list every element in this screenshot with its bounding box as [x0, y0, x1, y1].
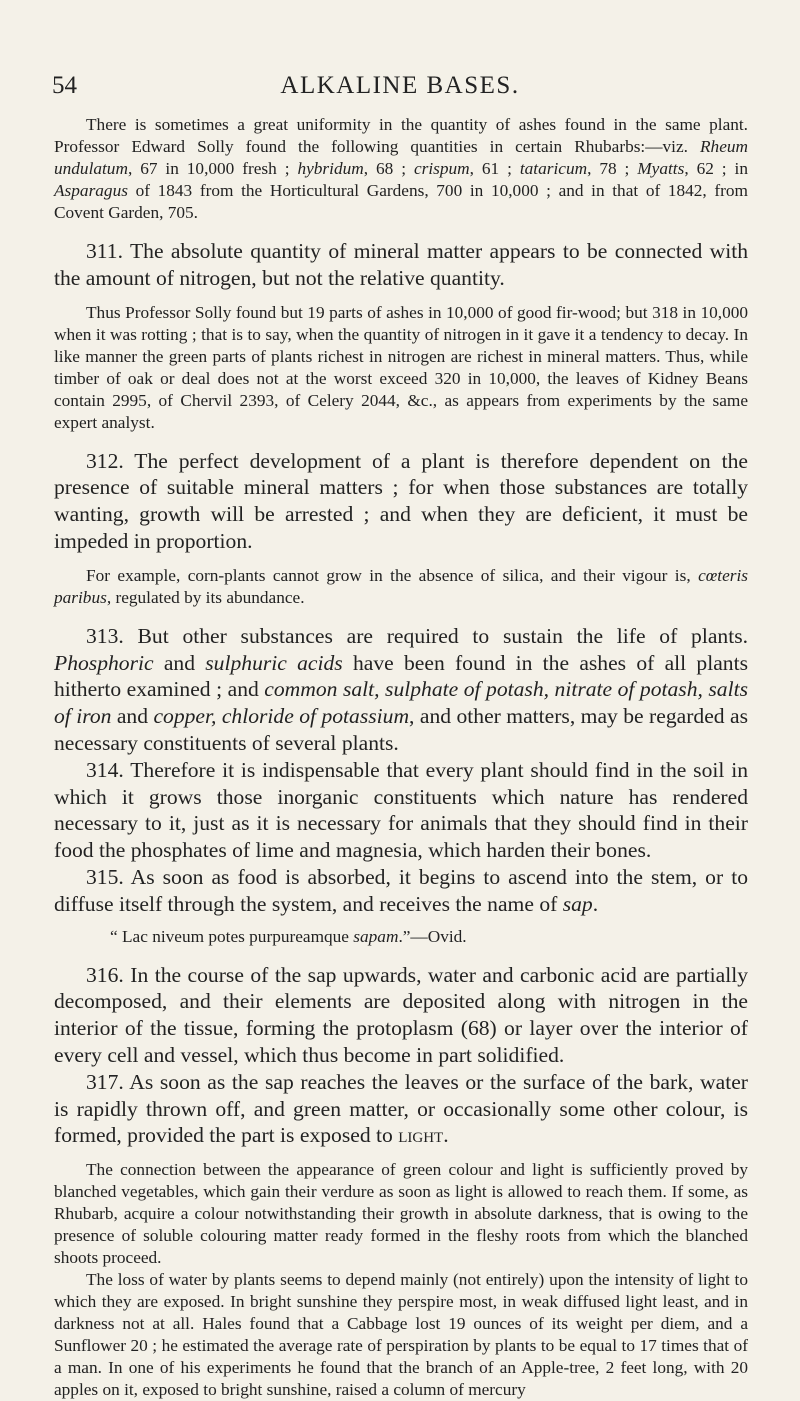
italic-run: sap: [562, 891, 593, 916]
paragraph-315: [54, 864, 748, 918]
italic-run: Rheum undulatum: [54, 137, 748, 178]
text-run: , 78 ;: [587, 159, 638, 178]
italic-run: hybridum: [297, 159, 364, 178]
text-run: .: [443, 1123, 449, 1148]
text-run: , and other matters, may be regarded as necessary constituents of several plants.: [54, 704, 748, 755]
text-run: , 62 ; in: [684, 159, 748, 178]
paragraph-rhubarb-ashes: [54, 114, 748, 224]
text-run: 314. Therefore it is indispensable that every plant should find in the soil in which it grows those inorganic constituents which nature has rendered necessary to it, just as it is necessary for animals that they should find in their food the phosphates of lime and magnesia, which harden their bones.: [54, 757, 748, 863]
paragraph-313: [54, 623, 748, 757]
text-run: , 67 in 10,000 fresh ;: [127, 159, 298, 178]
ovid-quotation: [54, 926, 748, 948]
italic-run: copper, chloride of potassium: [153, 704, 410, 729]
page-body: [54, 114, 748, 1401]
text-run: 316. In the course of the sap upwards, water and carbonic acid are partially decomposed, and their elements are deposited along with nitrogen in the interior of the tissue, forming the protoplasm (68) or layer over the interior of every cell and vessel, which thus become in part solidified.: [54, 962, 748, 1067]
text-run: There is sometimes a great uniformity in the quantity of ashes found in the same plant. Professor Edward Solly found the following quantities in certain Rhubarbs:—viz.: [54, 115, 748, 156]
text-run: .”—Ovid.: [398, 926, 467, 946]
italic-run: Myatts: [637, 159, 685, 178]
italic-run: sulphuric acids: [205, 650, 343, 675]
note-317-perspiration: [54, 1269, 748, 1401]
paragraph-317: [54, 1069, 748, 1149]
paragraph-314: [54, 757, 748, 864]
text-run: have been found in the ashes of all plants hitherto examined ; and: [54, 650, 749, 702]
text-run: The connection between the appearance of green colour and light is sufficiently proved by blanched vegetables, which gain their verdure as soon as light is allowed to reach them. If some, as Rhubarb, acquire a colour notwithstanding their growth in absolute darkness, that is owing to the presence of soluble colouring matter ready formed in the fleshy roots from which the blanched shoots proceed.: [54, 1160, 748, 1268]
running-title: ALKALINE BASES.: [280, 72, 520, 99]
italic-run: Asparagus: [54, 181, 128, 200]
text-run: Thus Professor Solly found but 19 parts of ashes in 10,000 of good fir-wood; but 318 in 10,000 when it was rotting ; that is to say, when the quantity of nitrogen in it gave it a tendency to decay. In like manner the green parts of plants richest in nitrogen are richest in mineral matters. Thus, while timber of oak or deal does not at the worst exceed 320 in 10,000, the leaves of Kidney Beans contain 2995, of Chervil 2393, of Celery 2044, &c., as appears from experiments by the same expert analyst.: [54, 302, 748, 432]
note-311: [54, 302, 748, 434]
text-run: , 61 ;: [469, 159, 520, 178]
page-header: [52, 64, 748, 108]
text-run: and: [111, 704, 154, 729]
text-run: light: [398, 1123, 444, 1148]
italic-run: cœteris paribus: [54, 565, 748, 607]
text-run: 313. But other substances are required to sustain the life of plants.: [86, 623, 748, 648]
text-run: 312. The perfect development of a plant is therefore dependent on the presence of suitable mineral matters ; for when those substances are totally wanting, growth will be arrested ; and when they are deficient, it must be impeded in proportion.: [54, 448, 748, 553]
text-run: of 1843 from the Horticultural Gardens, 700 in 10,000 ; and in that of 1842, from Covent Garden, 705.: [54, 181, 748, 222]
italic-run: tataricum: [519, 159, 588, 178]
note-317-green-colour: [54, 1159, 748, 1269]
italic-run: sapam: [353, 926, 399, 946]
text-run: 317. As soon as the sap reaches the leaves or the surface of the bark, water is rapidly thrown off, and green matter, or occasionally some other colour, is formed, provided the part is exposed to: [54, 1069, 748, 1148]
text-run: .: [592, 891, 599, 916]
page-number: 54: [52, 72, 77, 99]
text-run: The loss of water by plants seems to depend mainly (not entirely) upon the intensity of light to which they are exposed. In bright sunshine they perspire most, in weak diffused light least, and in darkness not at all. Hales found that a Cabbage lost 19 ounces of its weight per diem, and a Sunflower 20 ; he estimated the average rate of perspiration by plants to be equal to 17 times that of a man. In one of his experiments he found that the branch of an Apple-tree, 2 feet long, with 20 apples on it, exposed to bright sunshine, raised a column of mercury: [54, 1270, 748, 1400]
paragraph-312: [54, 448, 748, 555]
text-run: , regulated by its abundance.: [106, 587, 305, 607]
italic-run: Phosphoric: [54, 650, 154, 675]
paragraph-316: [54, 962, 748, 1069]
text-run: , 68 ;: [363, 159, 414, 178]
text-run: 311. The absolute quantity of mineral matter appears to be connected with the amount of nitrogen, but not the relative quantity.: [54, 239, 748, 290]
paragraph-311: [54, 238, 748, 292]
italic-run: common salt, sulphate of potash, nitrate of potash, salts of iron: [54, 677, 748, 729]
text-run: “ Lac niveum potes purpureamque: [110, 926, 354, 946]
text-run: and: [153, 650, 206, 675]
text-run: 315. As soon as food is absorbed, it begins to ascend into the stem, or to diffuse itself through the system, and receives the name of: [54, 864, 748, 916]
note-312: [54, 565, 748, 609]
text-run: For example, corn-plants cannot grow in the absence of silica, and their vigour is,: [86, 565, 699, 585]
italic-run: crispum: [413, 159, 470, 178]
